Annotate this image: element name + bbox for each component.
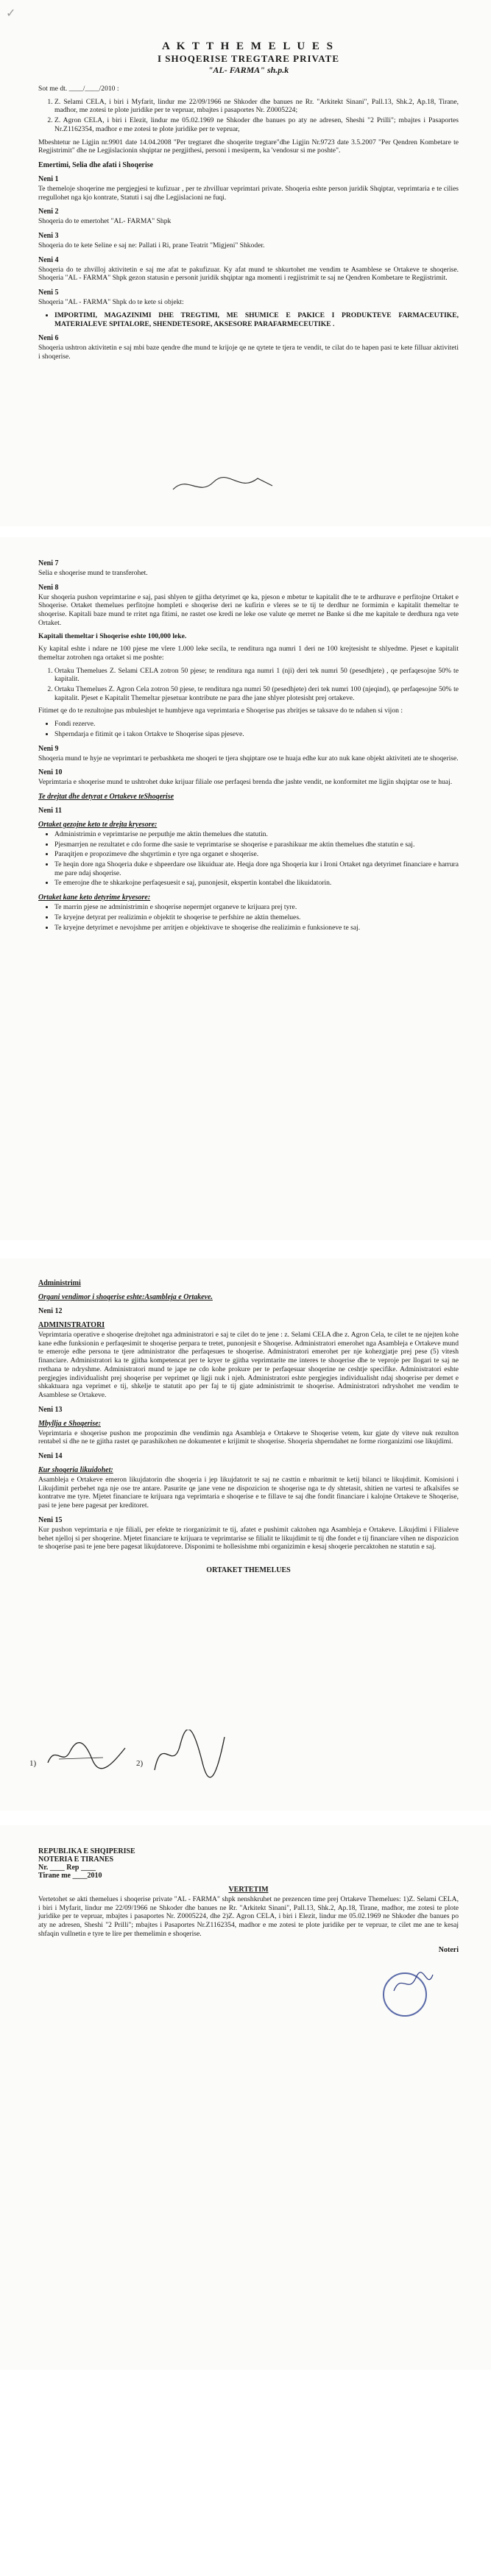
document-page-2 — [0, 537, 491, 1240]
signature-number-2: 2) — [136, 1759, 144, 1768]
article-12-title: Neni 12 — [38, 1307, 63, 1315]
capital-heading: Kapitali themeltar i Shoqerise eshte 100,000 leke. — [38, 631, 187, 640]
liquidation-heading: Kur shoqeria likuidohet: — [38, 1466, 113, 1475]
article-2-title: Neni 2 — [38, 208, 59, 216]
article-3-text: Shoqeria do te kete Seline e saj ne: Pallati i Ri, prane Teatrit "Migjeni" Shkoder. — [38, 241, 265, 250]
article-10-title: Neni 10 — [38, 768, 63, 777]
rights-item: • Pjesmarrjen ne rezultatet e cdo forme dhe sasie te veprimtarise se shoqerise e parashikuar me aktin themelues dhe statutin e saj. — [54, 841, 459, 849]
document-subtitle: I SHOQERISE TREGTARE PRIVATE — [157, 53, 340, 64]
notary-date-line: Tirane me ____2010 — [38, 1872, 102, 1880]
signature-1 — [44, 1737, 133, 1774]
capital-text: Ky kapital eshte i ndare ne 100 pjese me vlere 1.000 leke secila, te renditura nga numri 1 deri ne 100 krejtesisht te shlyedme. Pjeset e kapitalit themeltar zotrohen nga ortaket si me poshte: — [38, 645, 459, 662]
rights-item: • Paraqitjen e propozimeve dhe shqyrtimin e tyre nga organet e shoqerise. — [54, 850, 459, 859]
signature-number-1: 1) — [29, 1759, 37, 1768]
document-page-3 — [0, 1259, 491, 1811]
duties-item: • Te marrin pjese ne administrimin e shoqerise nepermjet organeve te krijuara prej tyre. — [54, 903, 459, 912]
rights-list — [38, 830, 459, 888]
administration-heading: Administrimi — [38, 1279, 81, 1287]
profits-item-2: • Shperndarja e fitimit qe i takon Ortakve te Shoqerise sipas pjeseve. — [54, 730, 459, 739]
article-6-title: Neni 6 — [38, 334, 59, 343]
article-1-text: Te themeloje shoqerine me pergjegjesi te kufizuar , per te zhvilluar veprimtari private. Shoqeria eshte person juridik Shqiptar, veprimtaria e te cilies rregullohet nga kjo kontrate, Statuti i saj dhe Legjislacioni ne fuqi. — [38, 184, 459, 202]
rights-item: • Te heqin dore nga Shoqeria duke e shpeerdare ose likuiduar ate. Heqja dore nga Shoqeria kur i Ironi Ortaket nga detyrimet financiare e harrura me pare ndaj shoqerise. — [54, 860, 459, 877]
signature-2 — [147, 1730, 228, 1781]
object-item: • IMPORTIMI, MAGAZINIMI DHE TREGTIMI, ME SHUMICE E PAKICE I PRODUKTEVE FARMACEUTIKE, MATERIALEVE SPITALORE, SHENDETESORE, AKSESORE PARAFARMECEUTIKE . — [54, 311, 459, 328]
article-14-text: Asambleja e Ortakeve emeron likujdatorin dhe shoqeria i jep likujdatorit te saj ne casttin e mbaritmit te ketij bilanci te likujdimit. Komisioni i Likujdimit perbehet nga nje ose tre antare. Pasurite qe jane vene ne dispozicion te shoqerise nga te dy shtetasit, shitien ne vartesi te afkalsifes se kontratve me tyre. Mjetet financiare te krijuara nga veprimtaria e shoqerise e te fillave te saj dhe fondit financiare i kalojne Ortakeve te Shoqerise, pasi te jene bere pagesat per kreditoret. — [38, 1476, 459, 1510]
republic-heading: REPUBLIKA E SHQIPERISE — [38, 1847, 135, 1855]
document-page-1 — [0, 0, 491, 526]
administrator-heading: ADMINISTRATORI — [38, 1321, 105, 1329]
corner-tick-mark: ✓ — [6, 7, 16, 20]
article-4-title: Neni 4 — [38, 255, 59, 264]
document-title: A K T T H E M E L U E S — [161, 40, 336, 52]
page4-content — [38, 1847, 459, 1954]
share-item-1: 1. Ortaku Themelues Z. Selami CELA zotron 50 pjese; te renditura nga numri 1 (nji) deri tek numri 50 (pesedhjete) , qe perfaqesojne 50% te kapitalit. — [54, 667, 459, 684]
article-4-text: Shoqeria do te zhvilloj aktivitetin e saj me afat te pakufizuar. Ky afat mund te shkurtohet me vendim te Asamblese se Ortakeve te shoqerise. Shoqeria "AL - FARMA" Shpk gezon statusin e personit juridik shqiptar nga momenti i regjistrimit te saj ne Qendren Kombetare te Regjistrimit. — [38, 265, 459, 283]
rights-heading: Ortaket gezojne keto te drejta kryesore: — [38, 820, 158, 829]
section-heading-name-seat: Emertimi, Selia dhe afati i Shoqerise — [38, 160, 154, 169]
profits-text: Fitimet qe do te rezultojne pas mbuleshjet te humbjeve nga veprimtaria e Shoqerise pas zbritjes se taksave do te ndahen si vijon : — [38, 707, 403, 715]
party-2: 2. Z. Agron CELA, i biri i Elezit, lindur me 05.02.1969 ne Shkoder dhe banues po aty ne adresen, Sheshi "2 Prilli"; mbajtes i Pasaportes Nr.Z1162354, madhor e me zotesi te plote juridike per te vepruar, — [54, 116, 459, 133]
rights-duties-heading: Te drejtat dhe detyrat e Ortakeve teShoqerise — [38, 792, 174, 801]
article-12-text: Veprimtaria operative e shoqerise drejtohet nga administratori e saj te cilet do te jene : z. Selami CELA dhe z. Agron Cela, te cilet te ne njejten kohe kane edhe funksionin e perfaqesimit te shoqerise perpara te tretet, punonjesit e Shoqerise. Administratori emerohet nga Asambleja e Ortakeve mund te emeroje edhe persona te tjere administrator dhe perfaqesues te shoqerise. Administratori emerohet per nje kohezgjatje prej pese (5) vitesh financiare. Administratori ka te gjitha kompetencat per te kryer te gjitha veprimtarite me interes te shoqerise dhe te veproje per llogari te saj ne rrethana te ndryshme. Administratori mund te jape ne cdo kohe prokure per te perfaqesuar shoqerine ne ceshtje specifike. Administratori eshte pergjegjes individualisht prej shoqerise per veprimet qe ligji nuk i njeh. Administratori eshte pergjegjes individualisht ndaj shoqerise per demet e shkaktuara nga veprimet e tij, shkelje te statutit apo per faj te tij gjate administrimit te shoqerise. Administratori ndryshohet me vendim te Asamblese se Ortakeve. — [38, 1331, 459, 1399]
notary-label: Noteri — [438, 1945, 459, 1954]
shares-list — [38, 667, 459, 703]
article-10-text: Veprimtaria e shoqerise mund te ushtrohet duke krijuar filiale ose perfaqesi brenda dhe jashte vendit, ne konformitet me ligjin shqiptar ose te huaj. — [38, 778, 453, 787]
notary-signature — [390, 1969, 434, 1998]
decision-organ-heading: Organi vendimor i shoqerise eshte:Asambleja e Ortakeve. — [38, 1293, 213, 1301]
closure-heading: Mbyllja e Shoqerise: — [38, 1419, 101, 1428]
article-14-title: Neni 14 — [38, 1452, 63, 1461]
notary-heading: NOTERIA E TIRANES — [38, 1855, 114, 1864]
article-13-title: Neni 13 — [38, 1405, 63, 1414]
page1-content — [38, 40, 459, 366]
rights-item: • Administrimin e veprimtarise ne perputhje me aktin themelues dhe statutin. — [54, 830, 459, 839]
notary-number-line: Nr. ____ Rep ____ — [38, 1864, 96, 1872]
page2-content — [38, 553, 459, 936]
article-1-title: Neni 1 — [38, 174, 59, 183]
founders-signatures-heading: ORTAKET THEMELUES — [206, 1565, 291, 1574]
article-5-title: Neni 5 — [38, 289, 59, 297]
initials-signature — [169, 471, 280, 500]
article-9-title: Neni 9 — [38, 744, 59, 753]
article-13-text: Veprimtaria e shoqerise pushon me propozimin dhe vendimin nga Asambleja e Ortakeve te Shoqerise vetem, kur gjate dy viteve nuk rezulton rentabel si dhe ne te gjitha rastet qe parashikohen ne dokumentet e krijimit te shoqerise. Shoqeria shperndahet ne forme riorganizimi ose likujdimi. — [38, 1429, 459, 1446]
party-1: 1. Z. Selami CELA, i biri i Myfarit, lindur me 22/09/1966 ne Shkoder dhe banues ne Rr. "Arkitekt Sinani", Pall.13, Shk.2, Ap.18, Tirane, madhor, me zotesi te plote juridike per te vepruar, mbajtes i pasaportes Nr. Z0005224; — [54, 98, 459, 115]
article-9-text: Shoqeria mund te hyje ne veprimtari te perbashketa me shoqeri te tjera shqiptare ose te huaja edhe kur ato nuk kane objekt aktiviteti ate te shoqerise. — [38, 754, 459, 762]
profits-item-1: • Fondi rezerve. — [54, 720, 459, 729]
article-3-title: Neni 3 — [38, 232, 59, 241]
parties-list — [38, 98, 459, 134]
page3-content — [38, 1273, 459, 1576]
article-7-text: Selia e shoqerise mund te transferohet. — [38, 569, 148, 577]
article-6-text: Shoqeria ushtron aktivitetin e saj mbi baze qendre dhe mund te krijoje qe ne qytete te tjera te vendit, te cilat do te hapen pasi te kete filluar aktiviteti i shoqerise. — [38, 344, 459, 361]
company-name-title: "AL- FARMA" sh.p.k — [208, 65, 289, 75]
article-5-text: Shoqeria "AL - FARMA" Shpk do te kete si objekt: — [38, 298, 184, 307]
duties-list — [38, 903, 459, 932]
article-2-text: Shoqeria do te emertohet "AL- FARMA" Shpk — [38, 217, 172, 226]
date-line: Sot me dt. ____/____/2010 : — [38, 85, 119, 93]
article-15-text: Kur pushon veprimtaria e nje filiali, per efekte te riorganizimit te tij, afatet e pushimit caktohen nga Asambleja e Ortakeve. Likujdimi i Filialeve behet njelloj si per shoqerine. Mjetet financiare te krijuara te veprimtarise se filialit te likujdimit te tij dhe fondet e tij financiare vihen ne dispozicion te shoqerise pasi te jene bere pagesat likujdatoreve. Disponimi te hollesishme mbi organizimin e kesaj shoqerie percaktohen ne statutin e saj. — [38, 1525, 459, 1551]
duties-item: • Te kryejne detyrimet e nevojshme per arritjen e objektivave te shoqerise dhe realizimin e funksioneve te saj. — [54, 924, 459, 933]
duties-heading: Ortaket kane keto detyrime kryesore: — [38, 894, 151, 902]
article-8-title: Neni 8 — [38, 583, 59, 592]
article-15-title: Neni 15 — [38, 1515, 63, 1524]
article-8-text: Kur shoqeria pushon veprimtarine e saj, pasi shlyen te gjitha detyrimet qe ka, pjeson e mbetur te kapitalit dhe te te ardhurave e perfitojne Ortaket e Shoqerise. Ortaket themelues perfitojne hompleti e shoqerise deri ne kufirin e vleres se te tij te derdhur ne formimin e kapitalit themeltar te shoqerise. Kapitali baze mund te rritet nga fitimi, ne rastet ose kredi ne leke ose valute qe merret ne Banke si dhe me kapitale te derdhura nga vete Ortaket. — [38, 592, 459, 627]
duties-item: • Te kryejne detyrat per realizimin e objektit te shoqerise te perfshire ne aktin themelues. — [54, 913, 459, 922]
share-item-2: 2. Ortaku Themelues Z. Agron Cela zotron 50 pjese, te renditura nga numri 50 (pesedhjete) deri tek numri 100 (njeqind), qe perfaqesojne 50% te kapitalit. Pjeset e Kapitalit Themeltar pjesetuar kontribute ne para dhe jane shlyer plotesisht prej ortakeve. — [54, 685, 459, 702]
rights-item: • Te emerojne dhe te shkarkojne perfaqesuesit e saj, punonjesit, ekspertin kontabel dhe likuidatorin. — [54, 879, 459, 888]
object-list — [38, 311, 459, 328]
certification-text: Vertetohet se akti themelues i shoqerise private "AL - FARMA" shpk nenshkruhet ne prezencen time prej Ortakeve Themelues: 1)Z. Selami CELA, i biri i Myfarit, lindur me 22/09/1966 ne Shkoder dhe banues ne Rr. "Arkitekt Sinani", Pall.13, Shk.2, Ap.18, Tirane, madhor, me zotesi te plote juridike per te vepruar, mbajtes i pasaportes Nr. Z0005224, dhe 2)Z. Agron CELA, i biri i Elezit, lindur me 05.02.1969 ne Shkoder dhe banues po aty ne adresen, Sheshi "2 Prilli"; mbajtes i Pasaportes Nr.Z1162354, madhor e me zotesi te plote juridike per te vepruar, te cilet me ane te kesaj shfaqin vullnetin e tyre te lire per themelimin e shoqerise. — [38, 1895, 459, 1938]
certification-title: VERTETIM — [228, 1886, 269, 1894]
document-page-4 — [0, 1825, 491, 2370]
article-11-title: Neni 11 — [38, 806, 62, 815]
profits-list — [38, 720, 459, 738]
article-7-title: Neni 7 — [38, 559, 59, 567]
intro-paragraph: Mbeshtetur ne Ligjin nr.9901 date 14.04.2008 "Per tregtaret dhe shoqerite tregtare"dhe Ligjin Nr.9723 date 3.5.2007 "Per Qendren Kombetare te Regjistrimit" dhe ne Legjislacionin shqiptar ne pergjithesi, personi i mesiperm, ka 'vendosur si me poshte". — [38, 138, 459, 155]
